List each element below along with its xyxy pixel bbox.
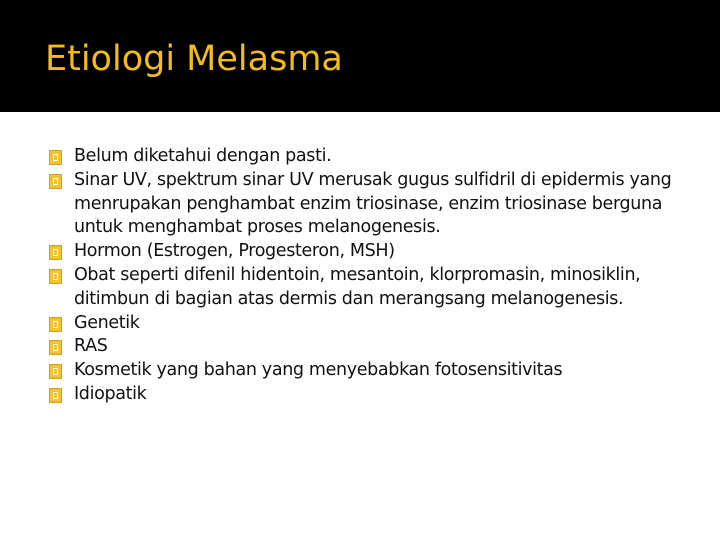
bullet-text: RAS bbox=[74, 336, 108, 357]
bullet-text: Belum diketahui dengan pasti. bbox=[74, 146, 332, 166]
bullet-text: Genetik bbox=[74, 312, 140, 333]
square-bullet-icon bbox=[49, 150, 62, 165]
bullet-text: Idiopatik bbox=[74, 383, 147, 404]
bullet-text: Obat seperti difenil hidentoin, mesantoin, klorpromasin, minosiklin, ditimbun di bagian atas dermis dan merangsang melanogenesis. bbox=[74, 264, 641, 309]
square-bullet-icon bbox=[49, 388, 62, 403]
bullet-item-hormon bbox=[48, 240, 688, 264]
bullet-item-obat bbox=[48, 264, 688, 312]
bullet-item-belum-diketahui bbox=[48, 145, 688, 169]
bullet-item-ras bbox=[48, 335, 688, 359]
square-bullet-icon bbox=[49, 340, 62, 355]
slide-title: Etiologi Melasma bbox=[45, 39, 343, 79]
bullet-item-idiopatik bbox=[48, 383, 688, 407]
bullet-item-kosmetik bbox=[48, 359, 688, 383]
square-bullet-icon bbox=[49, 245, 62, 260]
bullet-item-sinar-uv bbox=[48, 169, 688, 240]
bullet-list bbox=[48, 145, 688, 407]
bullet-text: Kosmetik yang bahan yang menyebabkan fotosensitivitas bbox=[74, 360, 563, 381]
title-bar bbox=[0, 0, 720, 112]
square-bullet-icon bbox=[49, 364, 62, 379]
bullet-item-genetik bbox=[48, 312, 688, 336]
bullet-text: Hormon (Estrogen, Progesteron, MSH) bbox=[74, 241, 395, 262]
square-bullet-icon bbox=[49, 317, 62, 332]
bullet-text: Sinar UV, spektrum sinar UV merusak gugus sulfidril di epidermis yang menrupakan penghambat enzim triosinase, enzim triosinase berguna untuk menghambat proses melanogenesis. bbox=[74, 169, 672, 238]
square-bullet-icon bbox=[49, 174, 62, 189]
square-bullet-icon bbox=[49, 269, 62, 284]
slide-content bbox=[0, 112, 720, 540]
